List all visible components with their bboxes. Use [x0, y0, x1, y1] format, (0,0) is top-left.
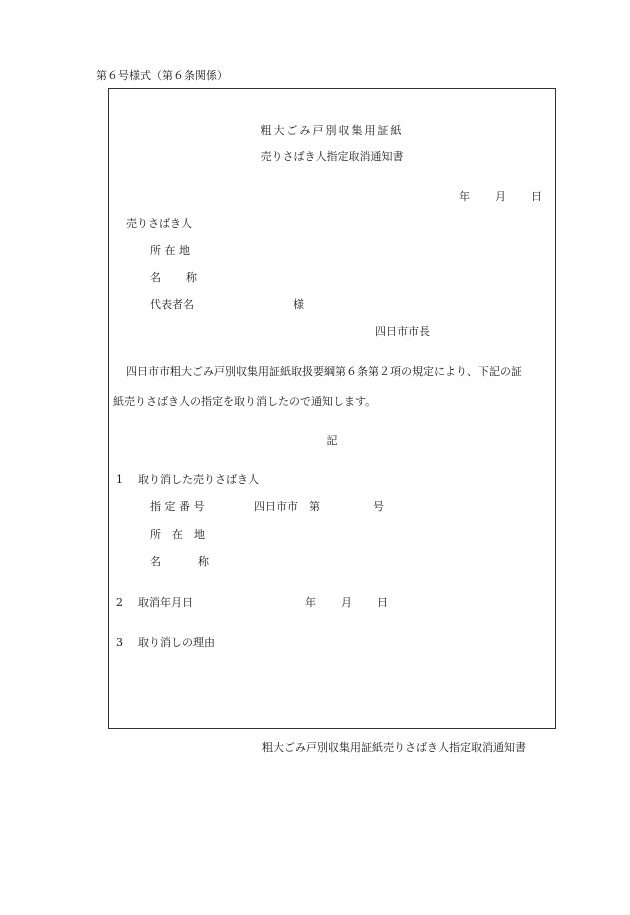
- ki-heading: 記: [326, 434, 338, 447]
- form-title-line2: 売りさばき人指定取消通知書: [260, 150, 404, 163]
- item2-title: 取消年月日: [138, 596, 193, 609]
- form-title-line1: 粗大ごみ戸別収集用証紙: [260, 124, 404, 137]
- date-year-label: 年: [459, 190, 470, 203]
- form-frame: [108, 88, 556, 729]
- item2-month-label: 月: [341, 596, 352, 609]
- item1-designation-prefix: 四日市市 第: [254, 500, 320, 513]
- item2-number: 2: [116, 596, 123, 609]
- item3-number: 3: [116, 636, 123, 649]
- recipient-honorific: 様: [293, 298, 304, 311]
- recipient-representative-label: 代表者名: [150, 298, 194, 311]
- date-month-label: 月: [495, 190, 506, 203]
- body-text-line2: 紙売りさばき人の指定を取り消したので通知します。: [113, 395, 377, 408]
- body-text-line1: 四日市市粗大ごみ戸別収集用証紙取扱要綱第６条第２項の規定により、下記の証: [126, 365, 522, 378]
- item2-day-label: 日: [377, 596, 388, 609]
- item1-number: 1: [116, 473, 123, 486]
- recipient-heading: 売りさばき人: [126, 217, 192, 230]
- date-day-label: 日: [531, 190, 542, 203]
- item1-name-label-2: 称: [198, 555, 209, 568]
- item1-designation-suffix: 号: [373, 500, 384, 513]
- recipient-address-label: 所 在 地: [150, 244, 190, 257]
- item1-title: 取り消した売りさばき人: [138, 473, 259, 486]
- item2-year-label: 年: [305, 596, 316, 609]
- item1-name-label-1: 名: [150, 555, 161, 568]
- item3-title: 取り消しの理由: [138, 636, 215, 649]
- item1-address-label: 所 在 地: [150, 528, 205, 541]
- footer-caption: 粗大ごみ戸別収集用証紙売りさばき人指定取消通知書: [262, 741, 526, 754]
- recipient-name-label-1: 名: [150, 271, 161, 284]
- form-number-label: 第６号様式（第６条関係）: [96, 69, 228, 82]
- issuer-name: 四日市市長: [375, 325, 430, 338]
- item1-designation-label: 指 定 番 号: [150, 500, 205, 513]
- recipient-name-label-2: 称: [186, 271, 197, 284]
